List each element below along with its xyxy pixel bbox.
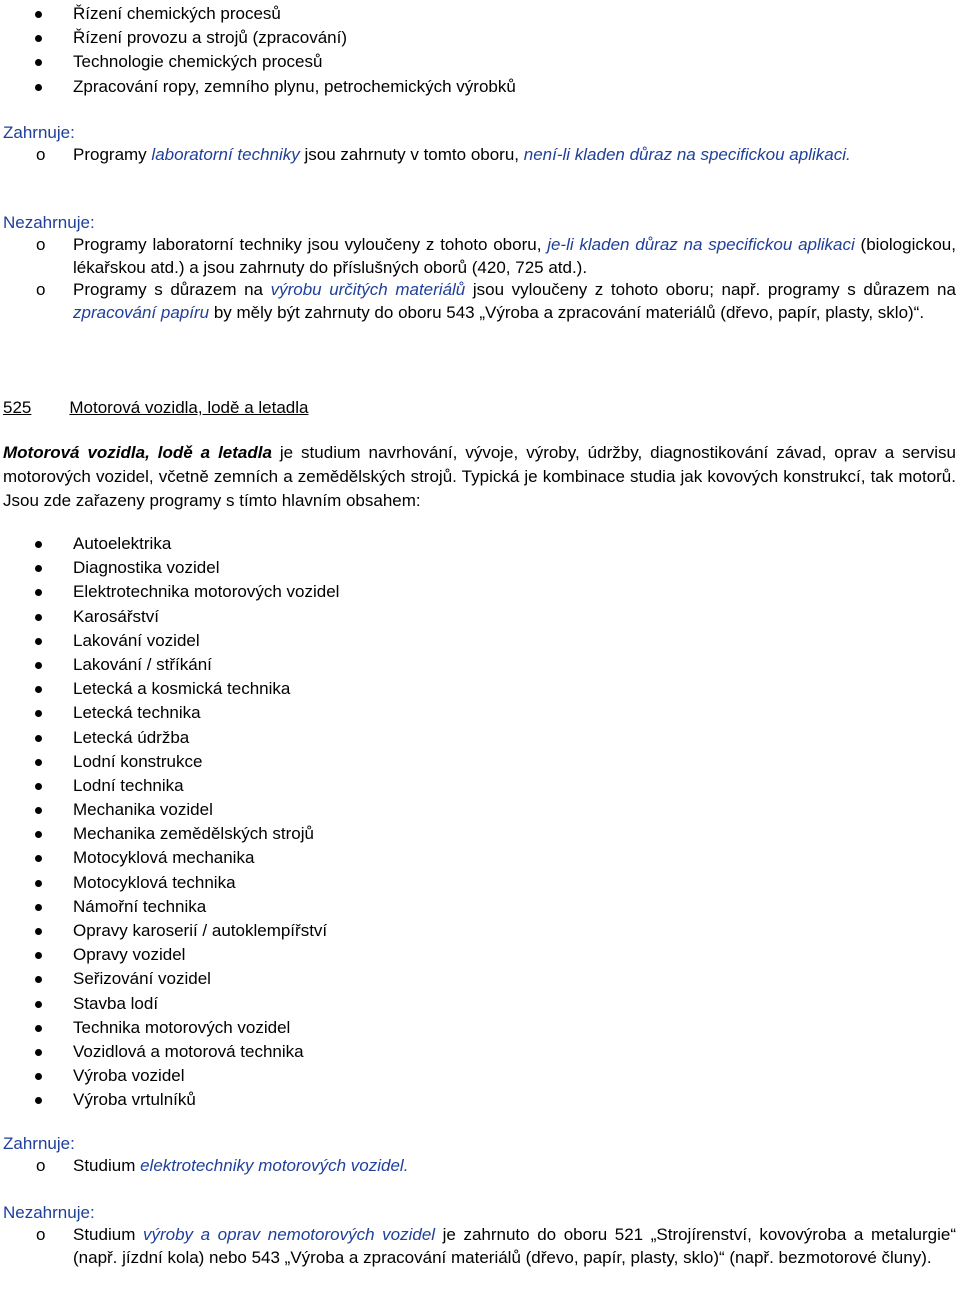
bullet-icon	[35, 783, 42, 790]
list-item-text: Motocyklová mechanika	[73, 848, 255, 868]
body-text: Programy	[73, 145, 152, 164]
top-list-item	[0, 50, 960, 74]
list-item-text: Opravy vozidel	[73, 945, 186, 965]
circle-bullet-icon: o	[36, 235, 46, 254]
bullet-icon	[35, 1073, 42, 1080]
list-item-text: Lodní konstrukce	[73, 751, 203, 771]
list-item-text: Opravy karoserií / autoklempířství	[73, 921, 328, 940]
program-list-item	[0, 605, 960, 629]
program-list-item	[0, 798, 960, 822]
program-list-item	[0, 1088, 960, 1112]
circle-bullet-icon: o	[36, 280, 46, 300]
list-item-text: Elektrotechnika motorových vozidel	[73, 582, 340, 602]
list-item-text: Výroba vozidel	[73, 1066, 185, 1086]
program-list-item	[0, 822, 960, 846]
list-item-text: Technika motorových vozidel	[73, 1017, 291, 1037]
program-list-item	[0, 992, 960, 1016]
body-text: Studium	[73, 1156, 141, 1175]
top-list-item	[0, 2, 960, 26]
section-includes-item	[0, 1155, 960, 1178]
emphasis-text: zpracování papíru	[73, 303, 210, 323]
program-list-item	[0, 1040, 960, 1064]
program-list-item	[0, 1064, 960, 1088]
list-item-text: Stavba lodí	[73, 993, 159, 1013]
list-item-text: Zpracování ropy, zemního plynu, petrochemických výrobků	[73, 76, 516, 96]
program-list-item	[0, 556, 960, 580]
list-item-text: Letecká údržba	[73, 727, 190, 747]
circle-bullet-icon: o	[36, 1156, 46, 1175]
section-heading	[0, 395, 960, 421]
bullet-icon	[35, 904, 42, 911]
includes-item	[0, 144, 960, 167]
program-list-item	[0, 750, 960, 774]
circle-bullet-icon: o	[36, 145, 46, 164]
program-list-item	[0, 1016, 960, 1040]
top-list-item	[0, 26, 960, 50]
bullet-icon	[35, 759, 42, 766]
emphasis-text: je-li kladen důraz na specifickou aplikaci	[547, 235, 855, 254]
top-list-item	[0, 75, 960, 99]
list-item-text: Motocyklová technika	[73, 872, 236, 892]
list-item-text: Řízení provozu a strojů (zpracování)	[73, 28, 348, 48]
bullet-icon	[35, 855, 42, 862]
list-item-text: Vozidlová a motorová technika	[73, 1041, 304, 1061]
top-bullet-list	[0, 2, 960, 99]
bullet-icon	[35, 614, 42, 621]
program-list-item	[0, 701, 960, 725]
bullet-icon	[35, 928, 42, 935]
list-item-text: Letecká a kosmická technika	[73, 679, 291, 699]
program-list-item	[0, 919, 960, 943]
emphasis-text: laboratorní techniky	[151, 145, 300, 164]
bullet-icon	[35, 1025, 42, 1032]
program-list-item	[0, 774, 960, 798]
includes-list	[0, 144, 960, 167]
bullet-icon	[35, 638, 42, 645]
list-item-text: Autoelektrika	[73, 534, 172, 553]
section-excludes-list	[0, 1224, 960, 1269]
body-text: Programy laboratorní techniky jsou vyloučeny z tohoto oboru,	[73, 235, 548, 254]
bullet-icon	[35, 807, 42, 814]
program-list-item	[0, 532, 960, 556]
circle-bullet-icon: o	[36, 1225, 46, 1244]
includes-label: Zahrnuje:	[3, 123, 75, 142]
bullet-icon	[35, 831, 42, 838]
program-list-item	[0, 943, 960, 967]
body-text: jsou vyloučeny z tohoto oboru; např. programy s důrazem na	[465, 280, 956, 300]
body-text: Studium	[73, 1225, 143, 1244]
program-list-item	[0, 677, 960, 701]
body-text: je zahrnuto do oboru 521 „Strojírenství, kovovýroba a metalurgie“ (např. jízdní kola) nebo 543 „Výroba a zpracování materiálů (dřevo, papír, plasty, sklo)“ (např. bezmotorové čluny).	[73, 1225, 956, 1267]
section-includes-list	[0, 1155, 960, 1178]
list-item-text: Námořní technika	[73, 896, 207, 916]
body-text: (biologickou, lékařskou atd.) a jsou zahrnuty do příslušných oborů (420, 725 atd.).	[73, 235, 956, 277]
bullet-icon	[35, 1001, 42, 1008]
section-excludes-label: Nezahrnuje:	[3, 1203, 95, 1222]
program-list-item	[0, 846, 960, 870]
program-list-item	[0, 653, 960, 677]
emphasis-text: není-li kladen důraz na specifickou aplikaci.	[523, 145, 851, 164]
block1-includes	[0, 121, 960, 167]
list-item-text: Mechanika vozidel	[73, 800, 213, 820]
program-list-item	[0, 629, 960, 653]
bullet-icon	[35, 1097, 42, 1104]
bullet-icon	[35, 976, 42, 983]
list-item-text: Seřizování vozidel	[73, 969, 211, 989]
program-list-item	[0, 895, 960, 919]
list-item-text: Karosářství	[73, 606, 159, 626]
list-item-text: Letecká technika	[73, 703, 201, 723]
bullet-icon	[35, 880, 42, 887]
emphasis-text: elektrotechniky motorových vozidel.	[140, 1156, 409, 1175]
program-list-item	[0, 967, 960, 991]
bullet-icon	[35, 952, 42, 959]
program-list-item	[0, 726, 960, 750]
section-number: 525	[3, 398, 32, 417]
bullet-icon	[35, 565, 42, 572]
bullet-icon	[35, 35, 42, 42]
list-item-text: Výroba vrtulníků	[73, 1090, 196, 1110]
program-list-item	[0, 580, 960, 604]
body-text: jsou zahrnuty v tomto oboru,	[299, 145, 524, 164]
intro-rest: je studium navrhování, vývoje, výroby, údržby, diagnostikování závad, oprav a servisu motorových vozidel, včetně zemních a zemědělských strojů. Typická je kombinace studia jak kovových konstrukcí, tak motorů. Jsou zde zařazeny programy s tímto hlavním obsahem:	[3, 443, 956, 511]
bullet-icon	[35, 686, 42, 693]
list-item-text: Lakování vozidel	[73, 630, 200, 650]
intro-bold: Motorová vozidla, lodě a letadla	[3, 443, 272, 462]
block1-excludes	[0, 211, 960, 325]
section-includes-label: Zahrnuje:	[3, 1134, 75, 1153]
bullet-icon	[35, 1049, 42, 1056]
list-item-text: Diagnostika vozidel	[73, 558, 220, 578]
program-list-item	[0, 871, 960, 895]
excludes-label: Nezahrnuje:	[3, 213, 95, 232]
list-item-text: Řízení chemických procesů	[73, 4, 281, 23]
excludes-item	[0, 279, 960, 324]
body-text: Programy s důrazem na	[73, 280, 271, 300]
list-item-text: Lodní technika	[73, 775, 184, 795]
section-excludes-item	[0, 1224, 960, 1269]
section-includes	[0, 1132, 960, 1178]
section-title: Motorová vozidla, lodě a letadla	[69, 398, 309, 417]
emphasis-text: výroby a oprav nemotorových vozidel	[142, 1225, 436, 1244]
bullet-icon	[35, 541, 42, 548]
bullet-icon	[35, 11, 42, 18]
list-item-text: Mechanika zemědělských strojů	[73, 824, 314, 844]
section-excludes	[0, 1201, 960, 1269]
excludes-item	[0, 234, 960, 279]
list-item-text: Technologie chemických procesů	[73, 52, 323, 72]
bullet-icon	[35, 589, 42, 596]
excludes-list	[0, 234, 960, 325]
bullet-icon	[35, 59, 42, 66]
bullet-icon	[35, 735, 42, 742]
bullet-icon	[35, 662, 42, 669]
emphasis-text: výrobu určitých materiálů	[270, 280, 466, 300]
body-text: by měly být zahrnuty do oboru 543 „Výroba a zpracování materiálů (dřevo, papír, plasty, sklo)“.	[209, 303, 925, 323]
section-intro	[0, 441, 960, 514]
programs-list	[0, 532, 960, 1113]
list-item-text: Lakování / stříkání	[73, 654, 212, 674]
bullet-icon	[35, 710, 42, 717]
bullet-icon	[35, 84, 42, 91]
